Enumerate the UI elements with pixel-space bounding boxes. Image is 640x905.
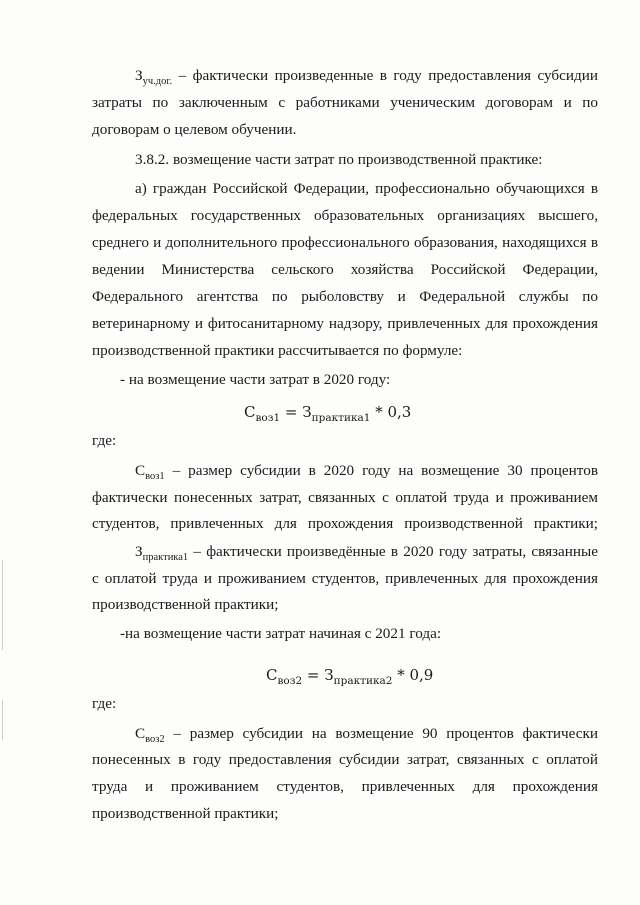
formula-rhs-symbol: З	[302, 403, 312, 421]
subscript: воз1	[145, 471, 165, 482]
formula-lhs-subscript: воз2	[277, 675, 303, 687]
paragraph-line: Федерального агентства по рыболовству и Федеральной службы по	[92, 288, 598, 305]
formula-rhs-symbol: З	[324, 666, 334, 684]
formula-equals: =	[302, 666, 325, 684]
text: – размер субсидии на возмещение 90 процентов фактически	[164, 725, 598, 742]
definition-line	[135, 542, 598, 564]
paragraph-line: ведении Министерства сельского хозяйства Российской Федерации,	[92, 261, 598, 278]
definition-line: производственной практики;	[92, 596, 279, 613]
formula-lhs-symbol: С	[244, 403, 256, 421]
symbol: С	[135, 462, 146, 479]
definition-line: фактически понесенных затрат, связанных с оплатой труда и проживанием	[92, 489, 598, 506]
paragraph-line	[135, 66, 598, 88]
section-heading: 3.8.2. возмещение части затрат по производственной практике:	[135, 151, 543, 168]
formula-equals: =	[280, 403, 303, 421]
symbol: З	[135, 543, 143, 560]
list-item: -на возмещение части затрат начиная с 2021 года:	[120, 625, 442, 642]
definition-line: производственной практики;	[92, 805, 279, 822]
formula-lhs-symbol: С	[266, 666, 278, 684]
paragraph-line: затраты по заключенным с работниками ученическим договорам и по	[92, 94, 598, 111]
list-item: - на возмещение части затрат в 2020 году:	[120, 371, 391, 388]
symbol: З	[135, 67, 143, 84]
formula-1	[244, 403, 412, 424]
scan-edge-mark	[2, 700, 3, 740]
definition-line: с оплатой труда и проживанием студентов, привлеченных для прохождения	[92, 570, 598, 587]
definition-line	[135, 461, 598, 483]
text: – размер субсидии в 2020 году на возмещение 30 процентов	[164, 462, 598, 479]
subscript: уч.дог.	[142, 76, 173, 87]
subscript: практика1	[142, 552, 189, 563]
paragraph-line: среднего и дополнительного профессионального образования, находящихся в	[92, 234, 598, 251]
definition-line	[135, 724, 598, 746]
where-label: где:	[92, 432, 117, 449]
definition-line: труда и проживанием студентов, привлеченных для прохождения	[92, 778, 598, 795]
where-label: где:	[92, 695, 117, 712]
formula-rhs-subscript: практика2	[333, 675, 393, 687]
definition-line: студентов, привлеченных для прохождения производственной практики;	[92, 515, 598, 532]
paragraph-line: ветеринарному и фитосанитарному надзору, привлеченных для прохождения	[92, 315, 598, 332]
text: – фактически произведённые в 2020 году затраты, связанные	[188, 543, 598, 560]
paragraph-line: а) граждан Российской Федерации, профессионально обучающихся в	[135, 180, 598, 197]
text: – фактически произведенные в году предоставления субсидии	[172, 67, 598, 84]
formula-lhs-subscript: воз1	[255, 412, 281, 424]
paragraph-line: договорам о целевом обучении.	[92, 121, 297, 138]
definition-line: понесенных в году предоставления субсидии затрат, связанных с оплатой	[92, 751, 598, 768]
formula-rhs-subscript: практика1	[311, 412, 371, 424]
paragraph-line: производственной практики рассчитывается по формуле:	[92, 342, 463, 359]
paragraph-line: федеральных государственных образовательных организациях высшего,	[92, 207, 598, 224]
scan-edge-mark	[2, 560, 3, 650]
symbol: С	[135, 725, 146, 742]
formula-2	[266, 666, 434, 687]
formula-tail: * 0,9	[392, 666, 434, 684]
subscript: воз2	[145, 734, 165, 745]
formula-tail: * 0,3	[370, 403, 412, 421]
